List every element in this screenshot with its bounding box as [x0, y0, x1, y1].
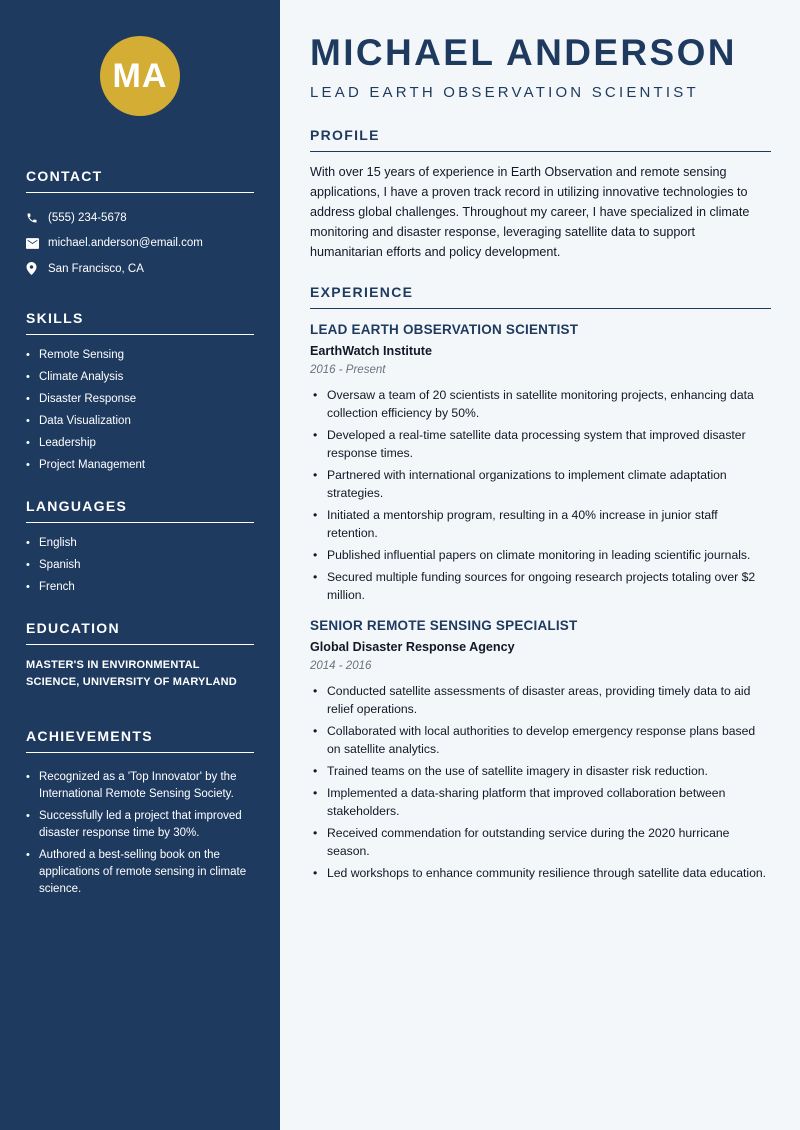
- mail-icon: [26, 238, 48, 249]
- list-item: • Conducted satellite assessments of disaster areas, providing timely data to aid relief operations.: [310, 682, 771, 718]
- experience-entry: [310, 322, 771, 604]
- list-item: • Secured multiple funding sources for ongoing research projects totaling over $2 million.: [310, 568, 771, 604]
- list-item: • Trained teams on the use of satellite imagery in disaster risk reduction.: [310, 762, 771, 780]
- education-section: [26, 620, 254, 692]
- skills-heading: SKILLS: [26, 310, 254, 335]
- list-item: • Partnered with international organizations to implement climate adaptation strategies.: [310, 466, 771, 502]
- job-title: LEAD EARTH OBSERVATION SCIENTIST: [310, 84, 699, 101]
- main-content: [310, 0, 771, 886]
- list-item: • Spanish: [26, 557, 254, 574]
- list-item: • Initiated a mentorship program, resulting in a 40% increase in junior staff retention.: [310, 506, 771, 542]
- list-item: • Implemented a data-sharing platform that improved collaboration between stakeholders.: [310, 784, 771, 820]
- sidebar: [0, 0, 280, 1130]
- list-item: • English: [26, 535, 254, 552]
- list-item: • Published influential papers on climate monitoring in leading scientific journals.: [310, 546, 771, 564]
- languages-section: [26, 498, 254, 596]
- contact-location: [26, 256, 254, 282]
- languages-list: [26, 535, 254, 596]
- location-text: San Francisco, CA: [48, 262, 144, 275]
- list-item: • Oversaw a team of 20 scientists in satellite monitoring projects, enhancing data collection efficiency by 50%.: [310, 386, 771, 422]
- education-degree: MASTER'S IN ENVIRONMENTAL SCIENCE, UNIVERSITY OF MARYLAND: [26, 658, 237, 688]
- list-item: • Successfully led a project that improved disaster response time by 30%.: [26, 808, 254, 842]
- skills-list: [26, 347, 254, 474]
- contact-heading: CONTACT: [26, 168, 254, 193]
- list-item: • Authored a best-selling book on the applications of remote sensing in climate science.: [26, 847, 254, 898]
- experience-section: [310, 284, 771, 882]
- list-item: • Collaborated with local authorities to develop emergency response plans based on satellite analytics.: [310, 722, 771, 758]
- contact-phone: [26, 205, 254, 231]
- experience-heading: EXPERIENCE: [310, 284, 771, 309]
- avatar: MA: [100, 36, 180, 116]
- contact-email: [26, 231, 254, 257]
- entry-title: SENIOR REMOTE SENSING SPECIALIST: [310, 618, 578, 633]
- languages-heading: LANGUAGES: [26, 498, 254, 523]
- phone-number[interactable]: (555) 234-5678: [48, 211, 127, 224]
- list-item: • Recognized as a 'Top Innovator' by the International Remote Sensing Society.: [26, 769, 254, 803]
- list-item: • Leadership: [26, 435, 254, 452]
- profile-heading: PROFILE: [310, 127, 771, 152]
- entry-bullets: [310, 682, 771, 882]
- location-pin-icon: [26, 262, 48, 275]
- entry-company: EarthWatch Institute: [310, 344, 432, 358]
- profile-section: [310, 127, 771, 262]
- list-item: • Led workshops to enhance community resilience through satellite data education.: [310, 864, 771, 882]
- achievements-heading: ACHIEVEMENTS: [26, 728, 254, 753]
- entry-title: LEAD EARTH OBSERVATION SCIENTIST: [310, 322, 579, 337]
- email-address[interactable]: michael.anderson@email.com: [48, 237, 203, 250]
- list-item: • Developed a real-time satellite data processing system that improved disaster response times.: [310, 426, 771, 462]
- list-item: • Disaster Response: [26, 391, 254, 408]
- list-item: • Received commendation for outstanding service during the 2020 hurricane season.: [310, 824, 771, 860]
- achievements-list: [26, 769, 254, 898]
- skills-section: [26, 310, 254, 474]
- achievements-section: [26, 728, 254, 898]
- experience-entry: [310, 618, 771, 882]
- education-heading: EDUCATION: [26, 620, 254, 645]
- entry-company: Global Disaster Response Agency: [310, 640, 515, 654]
- profile-text: With over 15 years of experience in Earth Observation and remote sensing applications, I have a proven track record in utilizing innovative technologies to address global challenges. Throughout my career, I have specialized in climate monitoring and disaster response, leveraging satellite data to support humanitarian efforts and policy development.: [310, 165, 750, 259]
- contact-section: [26, 168, 254, 282]
- entry-dates: 2014 - 2016: [310, 660, 372, 672]
- candidate-name: MICHAEL ANDERSON: [310, 32, 737, 73]
- list-item: • Climate Analysis: [26, 369, 254, 386]
- phone-icon: [26, 212, 48, 224]
- list-item: • Project Management: [26, 457, 254, 474]
- list-item: • Data Visualization: [26, 413, 254, 430]
- list-item: • French: [26, 579, 254, 596]
- list-item: • Remote Sensing: [26, 347, 254, 364]
- entry-dates: 2016 - Present: [310, 364, 386, 376]
- entry-bullets: [310, 386, 771, 604]
